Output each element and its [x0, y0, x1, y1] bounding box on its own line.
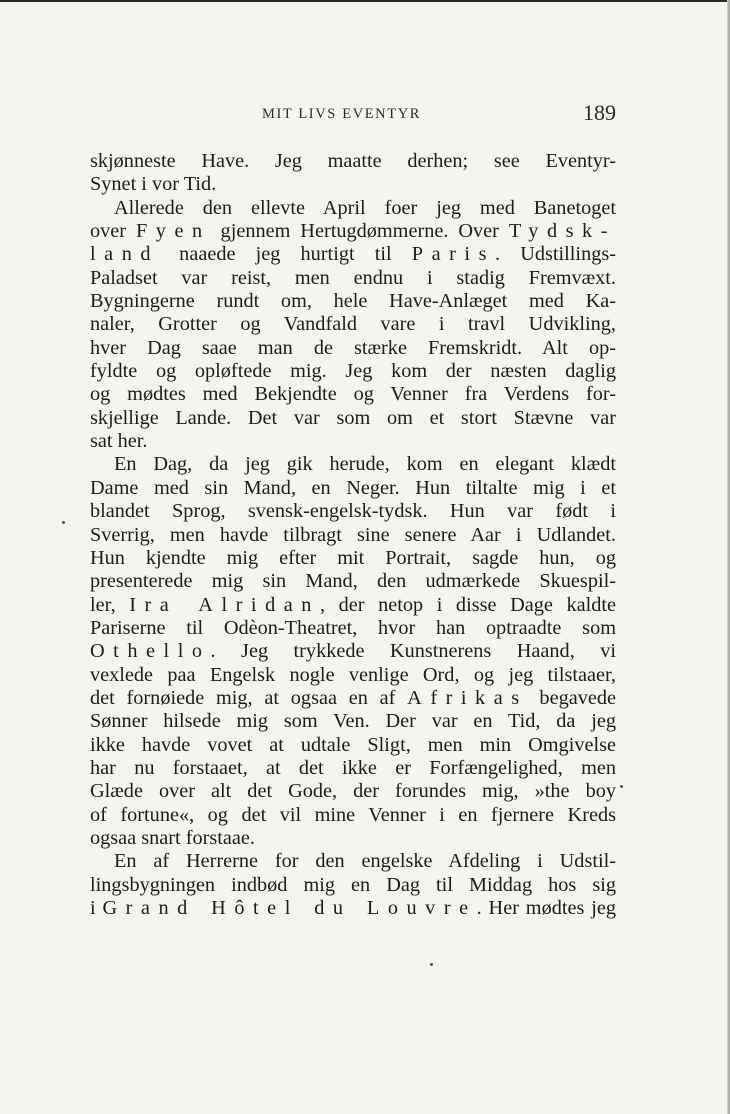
text-line: [90, 594, 616, 617]
text-line: Glæde over alt det Gode, der forundes mig, »the boy: [90, 780, 616, 803]
text-line: vexlede paa Engelsk nogle venlige Ord, og jeg tilstaaer,: [90, 663, 616, 686]
text-line: naler, Grotter og Vandfald vare i travl Udvikling,: [90, 313, 616, 336]
text-line: skjellige Lande. Det var som om et stort Stævne var: [90, 406, 616, 429]
text-line: lingsbygningen indbød mig en Dag til Middag hos sig: [90, 873, 616, 896]
text-line: of fortune«, og det vil mine Venner i en fjernere Kreds: [90, 803, 616, 826]
text-line: fyldte og opløftede mig. Jeg kom der næsten daglig: [90, 360, 616, 383]
text-line: skjønneste Have. Jeg maatte derhen; see Eventyr-: [90, 150, 616, 172]
text-line: sat her.: [90, 430, 148, 453]
text-segment: ler,: [90, 593, 130, 616]
text-line: Paladset var reist, men endnu i stadig Fremvæxt.: [90, 266, 616, 289]
text-segment: naaede jeg hurtigt til: [159, 243, 412, 266]
text-line: ogsaa snart forstaae.: [90, 826, 255, 849]
running-title: MIT LIVS EVENTYR: [262, 106, 422, 122]
text-line: Synet i vor Tid.: [90, 173, 217, 196]
print-speck: [62, 521, 65, 524]
text-line: Sønner hilsede mig som Ven. Der var en Tid, da jeg: [90, 710, 616, 733]
text-line: hver Dag saae man de stærke Fremskridt. Alt op-: [90, 336, 616, 359]
text-segment: begavede: [527, 686, 617, 709]
body-text: [90, 150, 616, 920]
text-line: Hun kjendte mig efter mit Portrait, sagde hun, og: [90, 546, 616, 569]
text-line: presenterede mig sin Mand, den udmærkede Skuespil-: [90, 570, 616, 593]
text-line: [90, 687, 616, 710]
spaced-emphasis: Paris: [411, 243, 495, 266]
text-line: [90, 243, 616, 266]
print-speck: [620, 785, 623, 788]
page-number: 189: [583, 100, 616, 125]
text-segment: det fornøiede mig, at ogsaa en af: [90, 686, 408, 709]
text-line: [90, 897, 616, 920]
spaced-emphasis: Grand Hôtel du Louvre: [102, 897, 477, 919]
text-line: Allerede den ellevte April foer jeg med Banetoget: [114, 196, 616, 219]
text-segment: over: [90, 220, 136, 243]
spaced-emphasis: land: [90, 243, 160, 266]
text-line: Sverrig, men havde tilbragt sine senere Aar i Udlandet.: [90, 523, 616, 546]
print-speck: [430, 963, 433, 966]
page-header: [90, 100, 616, 130]
text-segment: , der netop i disse Dage kaldte: [319, 593, 617, 616]
text-segment: gjennem Hertugdømmerne. Over: [210, 220, 509, 243]
spaced-emphasis: Fyen: [135, 220, 211, 243]
text-segment: . Jeg trykkede Kunstnerens Haand, vi: [210, 640, 616, 663]
text-line: En Dag, da jeg gik herude, kom en elegant klædt: [114, 453, 616, 476]
text-line: ikke havde vovet at udtale Sligt, men min Omgivelse: [90, 733, 616, 756]
text-line: [90, 640, 616, 663]
text-segment: i: [90, 897, 103, 919]
spaced-emphasis: Afrikas: [407, 686, 528, 709]
text-line: En af Herrerne for den engelske Afdeling i Udstil-: [114, 850, 616, 873]
text-segment: . Udstillings-: [495, 243, 616, 266]
text-line: [90, 220, 616, 243]
text-segment: . Her mødtes jeg: [476, 897, 616, 919]
spaced-emphasis: Ira Alridan: [129, 593, 320, 616]
text-line: har nu forstaaet, at det ikke er Forfængelighed, men: [90, 756, 616, 779]
spaced-emphasis: Tydsk-: [508, 220, 617, 243]
text-line: Bygningerne rundt om, hele Have-Anlæget med Ka-: [90, 290, 616, 313]
text-line: Dame med sin Mand, en Neger. Hun tiltalte mig i et: [90, 476, 616, 499]
spaced-emphasis: Othello: [90, 640, 211, 663]
page-top-edge: [0, 0, 730, 2]
text-line: og mødtes med Bekjendte og Venner fra Verdens for-: [90, 383, 616, 406]
text-line: blandet Sprog, svensk-engelsk-tydsk. Hun var født i: [90, 500, 616, 523]
text-line: Pariserne til Odèon-Theatret, hvor han optraadte som: [90, 616, 616, 639]
